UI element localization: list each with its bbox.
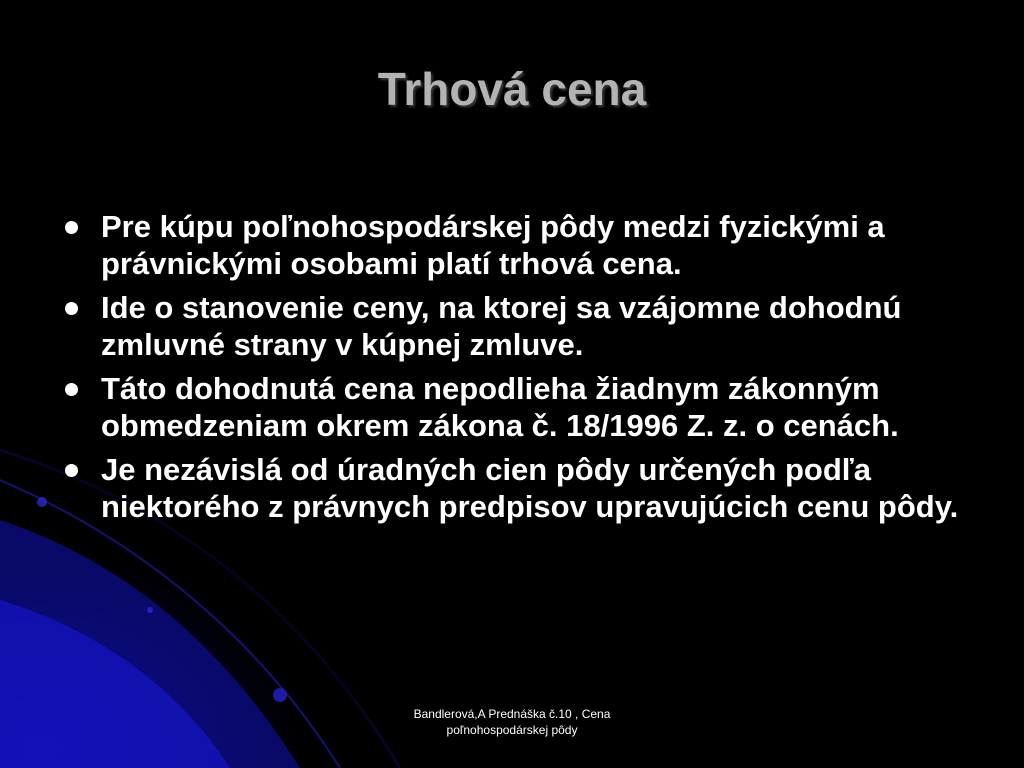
bullet-dot-icon (65, 302, 78, 315)
footer-line-1: Bandlerová,A Prednáška č.10 , Cena (413, 707, 611, 721)
slide-footer (362, 706, 662, 738)
slide-title: Trhová cena (377, 63, 647, 115)
bullet-text: Táto dohodnutá cena nepodlieha žiadnym zákonným obmedzeniam okrem zákona č. 18/1996 Z. z. o cenách. (101, 371, 899, 443)
footer-line-2: poľnohospodárskej pôdy (446, 723, 578, 737)
bullet-item (64, 370, 964, 444)
bullet-text: Je nezávislá od úradných cien pôdy určených podľa niektorého z právnych predpisov upravujúcich cenu pôdy. (101, 452, 959, 524)
bullet-dot-icon (65, 464, 78, 477)
bullet-item (64, 208, 964, 282)
bullet-item (64, 451, 964, 525)
bullet-item (64, 289, 964, 363)
bullet-text: Ide o stanovenie ceny, na ktorej sa vzájomne dohodnú zmluvné strany v kúpnej zmluve. (101, 290, 902, 362)
bullet-dot-icon (65, 221, 78, 234)
bullet-list (64, 208, 964, 532)
bullet-dot-icon (65, 383, 78, 396)
bullet-text: Pre kúpu poľnohospodárskej pôdy medzi fyzickými a právnickými osobami platí trhová cena. (101, 209, 885, 281)
